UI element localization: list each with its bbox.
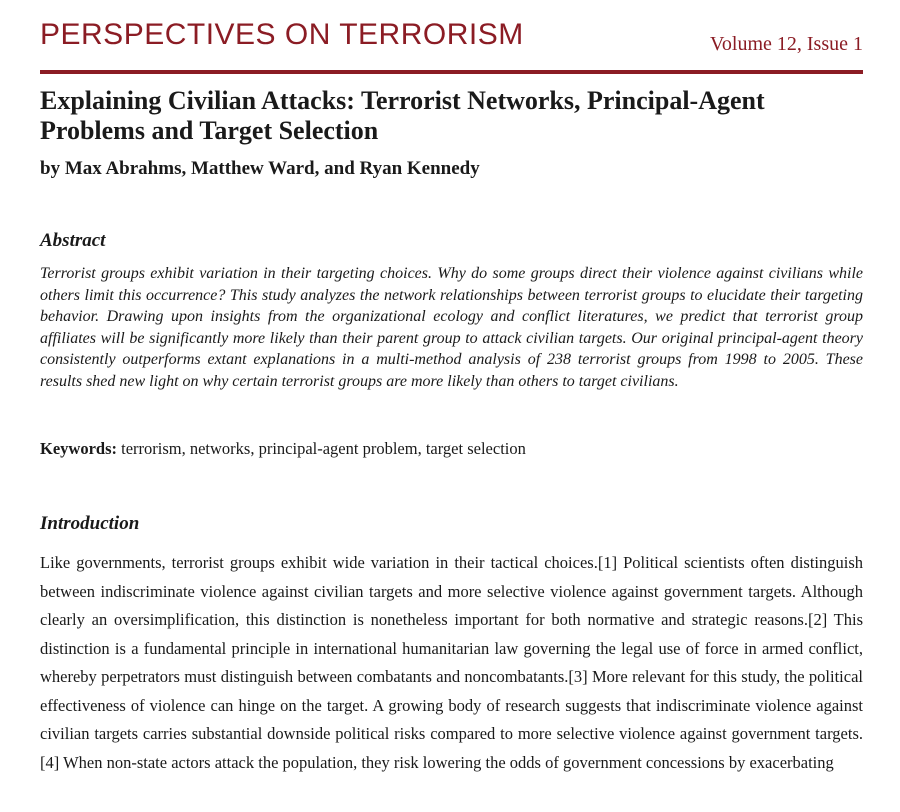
keywords (40, 439, 526, 459)
introduction-heading: Introduction (40, 513, 140, 534)
article-page (40, 0, 863, 772)
header-rule (40, 70, 863, 74)
journal-header (40, 0, 863, 66)
keywords-text: terrorism, networks, principal-agent problem, target selection (117, 439, 526, 458)
article-authors: by Max Abrahms, Matthew Ward, and Ryan Kennedy (40, 158, 480, 179)
article-title: Explaining Civilian Attacks: Terrorist Networks, Principal-Agent Problems and Target Selection (40, 86, 765, 145)
journal-title: PERSPECTIVES ON TERRORISM (40, 18, 524, 51)
abstract-text: Terrorist groups exhibit variation in their targeting choices. Why do some groups direct their violence against civilians while others limit this occurrence? This study analyzes the network relationships between terrorist groups to elucidate their targeting behavior. Drawing upon insights from the organizational ecology and conflict literatures, we predict that terrorist group affiliates will be significantly more likely than their parent group to attack civilian targets. Our original principal-agent theory consistently outperforms extant explanations in a multi-method analysis of 238 terrorist groups from 1998 to 2005. These results shed new light on why certain terrorist groups are more likely than others to target civilians. (40, 265, 863, 390)
keywords-label: Keywords: (40, 439, 117, 458)
issue-label: Volume 12, Issue 1 (710, 33, 863, 55)
introduction-text: Like governments, terrorist groups exhibit wide variation in their tactical choices.[1] Political scientists often distinguish between indiscriminate violence against civilian targets and more selective violence against government targets. Although clearly an oversimplification, this distinction is nonetheless important for both normative and strategic reasons.[2] This distinction is a fundamental principle in international humanitarian law governing the legal use of force in armed conflict, whereby perpetrators must distinguish between combatants and noncombatants.[3] More relevant for this study, the political effectiveness of violence can hinge on the target. A growing body of research suggests that indiscriminate violence against civilian targets carries substantial downside political risks compared to more selective violence against government targets.[4] When non-state actors attack the population, they risk lowering the odds of government concessions by exacerbating (40, 553, 863, 772)
abstract-heading: Abstract (40, 230, 106, 251)
